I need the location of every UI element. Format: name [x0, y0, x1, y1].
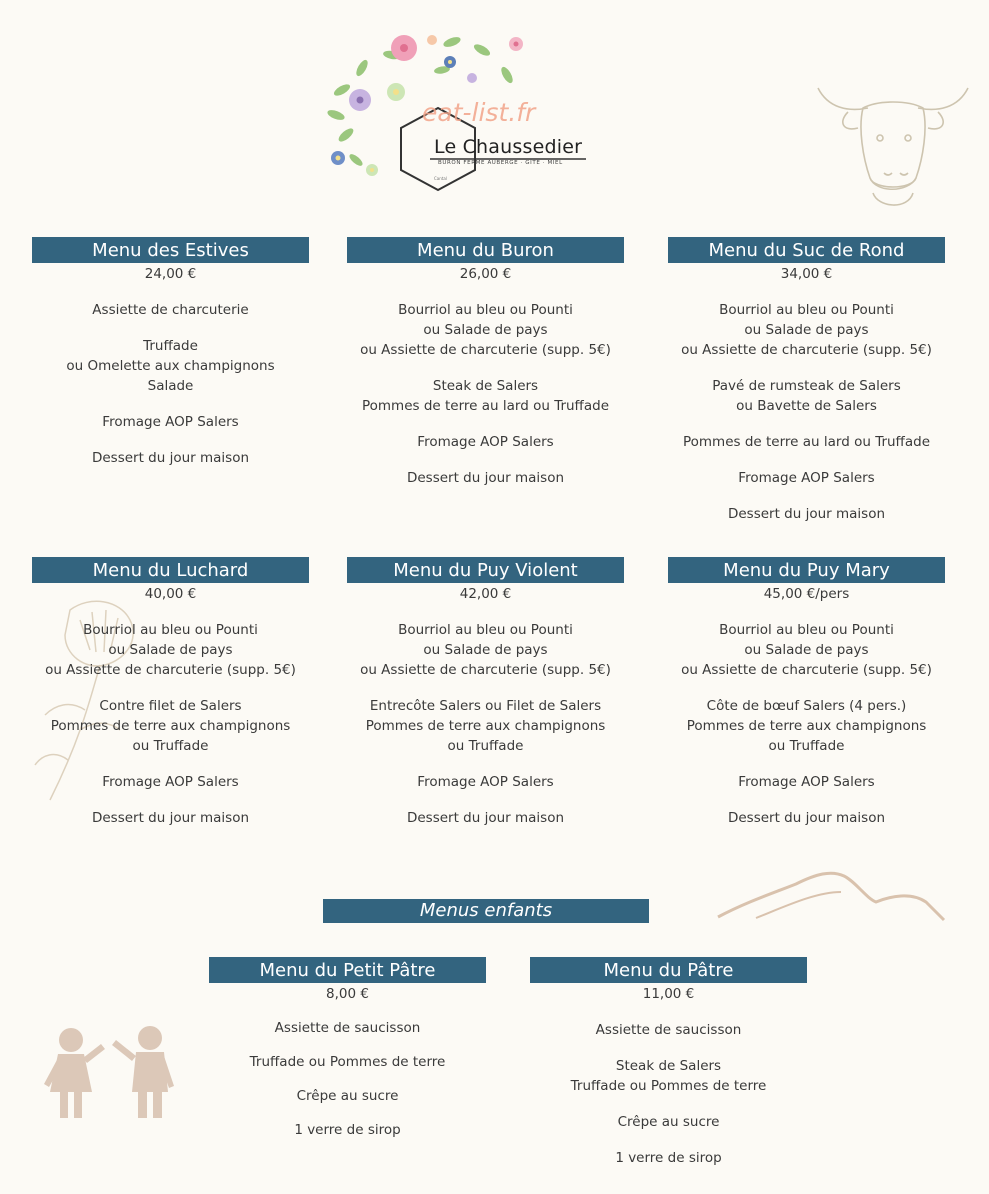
menu-price: 34,00 €	[780, 266, 833, 282]
menu-price: 8,00 €	[326, 986, 369, 1002]
course	[199, 1018, 496, 1038]
course-line: ou Truffade	[768, 738, 845, 754]
logo-name: Le Chaussedier	[434, 136, 583, 158]
course	[337, 808, 634, 828]
course	[658, 376, 955, 416]
menu-body-estives	[32, 264, 309, 484]
course	[199, 1086, 496, 1106]
course	[337, 468, 634, 488]
course-line: Steak de Salers	[615, 1058, 722, 1074]
logo-tagline: BURON FERME AUBERGE · GÎTE · MIEL	[438, 160, 563, 166]
menu-body-puy-mary	[658, 584, 955, 844]
menu-body-suc-de-rond	[658, 264, 955, 540]
course-line: Pommes de terre aux champignons	[686, 718, 927, 734]
menu-body-luchard	[22, 584, 319, 844]
course-line: Pommes de terre aux champignons	[365, 718, 606, 734]
mountain-illustration	[716, 862, 948, 932]
menu-price: 42,00 €	[459, 586, 512, 602]
course	[658, 772, 955, 792]
course-line: ou Bavette de Salers	[736, 398, 877, 414]
menu-body-buron	[337, 264, 634, 504]
course	[337, 432, 634, 452]
course	[337, 772, 634, 792]
course-line: ou Assiette de charcuterie (supp. 5€)	[360, 342, 611, 358]
course	[337, 300, 634, 360]
menu-title-puy-violent: Menu du Puy Violent	[347, 557, 624, 583]
course	[32, 448, 309, 468]
course-line: Crêpe au sucre	[296, 1088, 399, 1104]
course-line: Dessert du jour maison	[91, 450, 250, 466]
menu-title-puy-mary: Menu du Puy Mary	[668, 557, 945, 583]
course	[658, 300, 955, 360]
course	[199, 1052, 496, 1072]
course-line: ou Truffade	[132, 738, 209, 754]
course-line: Assiette de saucisson	[274, 1020, 421, 1036]
course	[520, 1020, 817, 1040]
children-illustration	[38, 1022, 183, 1122]
course-line: ou Assiette de charcuterie (supp. 5€)	[681, 662, 932, 678]
course	[22, 808, 319, 828]
course-line: ou Salade de pays	[423, 642, 548, 658]
course-line: ou Salade de pays	[108, 642, 233, 658]
course-line: Pommes de terre au lard ou Truffade	[682, 434, 931, 450]
menu-price: 11,00 €	[642, 986, 695, 1002]
course-line: Truffade	[143, 338, 198, 354]
course	[337, 376, 634, 416]
course-line: Dessert du jour maison	[406, 470, 565, 486]
course-line: Contre filet de Salers	[99, 698, 242, 714]
menu-title-petit-patre: Menu du Petit Pâtre	[209, 957, 486, 983]
kids-section-title: Menus enfants	[323, 899, 649, 923]
course	[658, 432, 955, 452]
course-line: Pommes de terre au lard ou Truffade	[361, 398, 610, 414]
course-line: Fromage AOP Salers	[417, 434, 554, 450]
course	[199, 1120, 496, 1140]
course-line: Dessert du jour maison	[406, 810, 565, 826]
course-line: Bourriol au bleu ou Pounti	[719, 622, 894, 638]
course-line: Truffade ou Pommes de terre	[249, 1054, 446, 1070]
course	[32, 336, 309, 396]
course-line: ou Salade de pays	[744, 642, 869, 658]
course-line: Pavé de rumsteak de Salers	[712, 378, 901, 394]
menu-title-patre: Menu du Pâtre	[530, 957, 807, 983]
course	[32, 300, 309, 320]
course-line: ou Assiette de charcuterie (supp. 5€)	[681, 342, 932, 358]
course-line: Fromage AOP Salers	[102, 414, 239, 430]
course-line: ou Salade de pays	[423, 322, 548, 338]
course	[22, 620, 319, 680]
menu-price: 40,00 €	[144, 586, 197, 602]
course	[658, 468, 955, 488]
course-line: Dessert du jour maison	[727, 810, 886, 826]
course-line: Steak de Salers	[432, 378, 539, 394]
course	[22, 696, 319, 756]
course-line: 1 verre de sirop	[615, 1150, 722, 1166]
menu-body-petit-patre	[199, 984, 496, 1140]
menu-title-buron: Menu du Buron	[347, 237, 624, 263]
course	[22, 772, 319, 792]
course-line: Fromage AOP Salers	[738, 470, 875, 486]
course-line: ou Assiette de charcuterie (supp. 5€)	[360, 662, 611, 678]
menu-body-puy-violent	[337, 584, 634, 844]
course-line: Bourriol au bleu ou Pounti	[398, 302, 573, 318]
course-line: Salade	[147, 378, 194, 394]
course-line: Bourriol au bleu ou Pounti	[83, 622, 258, 638]
course-line: Dessert du jour maison	[91, 810, 250, 826]
course	[658, 808, 955, 828]
course-line: Côte de bœuf Salers (4 pers.)	[706, 698, 907, 714]
course	[337, 696, 634, 756]
course-line: Fromage AOP Salers	[102, 774, 239, 790]
menu-title-suc-de-rond: Menu du Suc de Rond	[668, 237, 945, 263]
course-line: Truffade ou Pommes de terre	[570, 1078, 767, 1094]
menu-body-patre	[520, 984, 817, 1168]
course-line: Assiette de charcuterie	[92, 302, 249, 318]
course-line: Crêpe au sucre	[617, 1114, 720, 1130]
course	[658, 504, 955, 524]
course-line: Bourriol au bleu ou Pounti	[398, 622, 573, 638]
course	[520, 1056, 817, 1096]
course-line: ou Assiette de charcuterie (supp. 5€)	[45, 662, 296, 678]
course-line: Assiette de saucisson	[595, 1022, 742, 1038]
menu-price: 45,00 €/pers	[763, 586, 850, 602]
course-line: ou Truffade	[447, 738, 524, 754]
watermark: eat-list.fr	[422, 98, 536, 127]
course-line: Pommes de terre aux champignons	[50, 718, 291, 734]
course-line: Dessert du jour maison	[727, 506, 886, 522]
course	[658, 620, 955, 680]
course-line: Fromage AOP Salers	[738, 774, 875, 790]
course	[658, 696, 955, 756]
course	[520, 1148, 817, 1168]
course	[32, 412, 309, 432]
course-line: Entrecôte Salers ou Filet de Salers	[369, 698, 602, 714]
menu-price: 24,00 €	[144, 266, 197, 282]
cow-illustration	[808, 78, 978, 218]
course-line: 1 verre de sirop	[294, 1122, 401, 1138]
course-line: Bourriol au bleu ou Pounti	[719, 302, 894, 318]
course	[337, 620, 634, 680]
logo-tiny-text: Cantal	[434, 176, 447, 181]
course-line: ou Salade de pays	[744, 322, 869, 338]
course	[520, 1112, 817, 1132]
course-line: ou Omelette aux champignons	[66, 358, 275, 374]
menu-price: 26,00 €	[459, 266, 512, 282]
menu-title-luchard: Menu du Luchard	[32, 557, 309, 583]
course-line: Fromage AOP Salers	[417, 774, 554, 790]
menu-title-estives: Menu des Estives	[32, 237, 309, 263]
